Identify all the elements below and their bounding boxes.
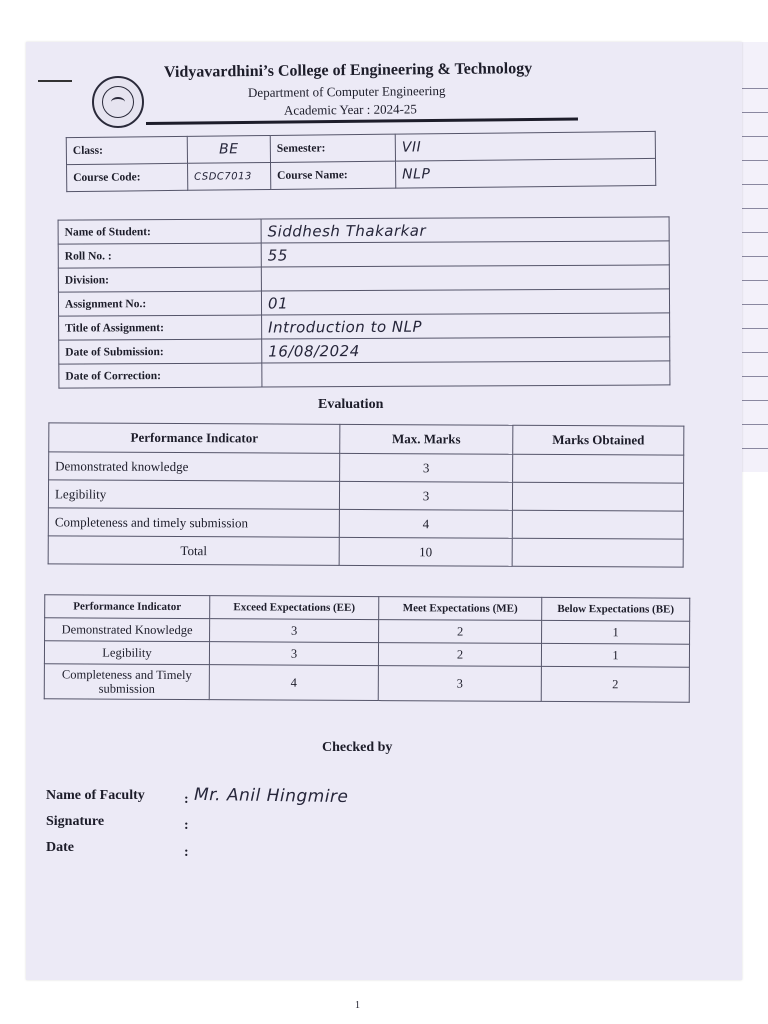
course-name-label: Course Name: [271,161,396,189]
col-meet-expectations: Meet Expectations (ME) [379,597,542,621]
date-colon: : [184,845,189,860]
faculty-colon: : [184,792,189,807]
course-code-label: Course Code: [67,163,188,191]
evaluation-header-row [49,423,684,455]
be-cell: 2 [541,666,689,702]
date-label: Date [46,840,74,855]
me-cell: 2 [379,620,542,644]
total-row [48,536,683,567]
max-marks-cell: 3 [339,481,512,510]
roll-no-label: Roll No. : [58,243,261,268]
assignment-no-label: Assignment No.: [58,291,261,316]
course-info-table [66,131,657,192]
correction-date-label: Date of Correction: [59,363,262,388]
total-obtained-cell [512,538,683,567]
student-row [59,337,670,364]
col-exceed-expectations: Exceed Expectations (EE) [210,596,379,620]
faculty-label: Name of Faculty [46,788,145,803]
indicator-cell: Legibility [48,480,339,510]
col-below-expectations: Below Expectations (BE) [542,597,690,621]
table-row [48,480,683,511]
indicator-cell: Demonstrated knowledge [49,452,340,482]
marks-obtained-cell [513,454,684,483]
course-name-value: NLP [395,158,655,188]
class-label: Class: [66,136,187,164]
class-value: BE [187,135,270,163]
course-code-value: CSDC7013 [188,162,271,190]
col-max-marks: Max. Marks [340,424,513,454]
indicator-cell: Completeness and Timely submission [44,664,209,700]
faculty-value: Mr. Anil Hingmire [193,784,349,808]
student-name-value: Siddhesh Thakarkar [261,217,669,243]
pen-mark [38,80,72,82]
marks-obtained-cell [512,510,683,539]
indicator-cell: Completeness and timely submission [48,508,339,538]
total-max-cell: 10 [339,537,512,566]
evaluation-table [48,422,685,567]
student-row [59,361,670,388]
evaluation-title: Evaluation [318,397,384,412]
assignment-title-label: Title of Assignment: [59,315,262,340]
table-row [45,618,690,644]
assignment-title-value: Introduction to NLP [262,313,670,339]
be-cell: 1 [542,620,690,644]
submission-date-value: 16/08/2024 [262,337,670,363]
division-value [261,265,669,291]
semester-value: VII [395,131,655,161]
table-row [44,641,689,667]
department-name: Department of Computer Engineering [247,82,446,101]
max-marks-cell: 4 [339,509,512,538]
max-marks-cell: 3 [340,453,513,482]
col-performance-indicator: Performance Indicator [45,595,210,619]
col-marks-obtained: Marks Obtained [513,425,684,455]
course-row-2 [67,158,656,191]
marks-obtained-cell [512,482,683,511]
semester-label: Semester: [270,134,395,162]
page-number: 1 [355,1000,360,1011]
rubric-header-row [45,595,690,621]
me-cell: 2 [378,643,541,667]
indicator-cell: Demonstrated Knowledge [45,618,210,642]
student-info-table [58,216,671,388]
indicator-cell: Legibility [44,641,209,665]
table-row [49,452,684,483]
checked-by-title: Checked by [322,740,393,755]
signature-colon: : [184,818,189,833]
correction-date-value [262,361,670,387]
signature-label: Signature [46,814,105,829]
col-performance-indicator: Performance Indicator [49,423,340,454]
me-cell: 3 [378,666,541,702]
ee-cell: 3 [210,619,379,643]
assignment-no-value: 01 [261,289,669,315]
student-row [58,217,669,244]
be-cell: 1 [541,643,689,667]
roll-no-value: 55 [261,241,669,267]
ee-cell: 4 [209,665,378,701]
student-row [58,241,669,268]
student-row [58,265,669,292]
table-row [44,664,689,702]
student-row [58,289,669,316]
ee-cell: 3 [209,642,378,666]
rubric-table [44,594,691,702]
academic-year: Academic Year : 2024-25 [283,101,417,118]
student-name-label: Name of Student: [58,219,261,244]
total-label: Total [48,536,339,566]
student-row [59,313,670,340]
division-label: Division: [58,267,261,292]
college-name: Vidyavardhini’s College of Engineering & Technology [163,60,533,81]
submission-date-label: Date of Submission: [59,339,262,364]
college-logo-icon [92,76,144,128]
table-row [48,508,683,539]
